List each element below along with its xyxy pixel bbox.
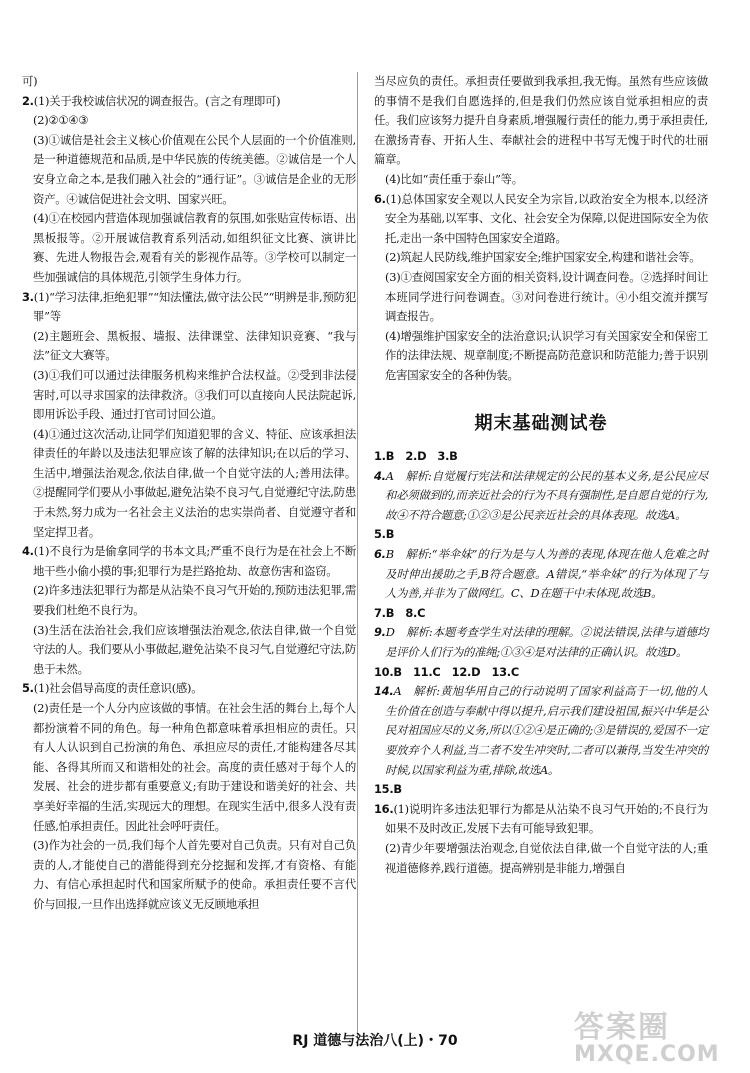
item-text: D 解析:本题考查学生对法律的理解。②说法错误,法律与道德均是评价人们行为的准绳;①③④是对法律的正确认识。故选D。: [385, 625, 708, 660]
item-text: (1)说明许多违法犯罪行为都是从沾染不良习气开始的;不良行为如果不及时改正,发展下去有可能导致犯罪。: [385, 801, 708, 836]
answer-paragraph: (2)许多违法犯罪行为都是从沾染不良习气开始的,预防违法犯罪,需要我们杜绝不良行为。: [33, 583, 356, 618]
answer-paragraph: (4)①通过这次活动,让同学们知道犯罪的含义、特征、应该承担法律责任的年龄以及违法犯罪应该了解的法律知识;在以后的学习、生活中,增强法治观念,依法自律,做一个自觉守法的人;善用法律。②提醒同学们要从小事做起,避免沾染不良习气,自觉遵纪守法,防患于未然,努力成为一名社会主义法治的忠实崇尚者、自觉遵守者和坚定捍卫者。: [33, 426, 356, 539]
page-footer: RJ 道德与法治八(上)・70: [292, 1033, 458, 1049]
item-number: 4.: [22, 544, 34, 559]
exam-answers: [374, 447, 708, 878]
item-text: A 解析:自觉履行宪法和法律规定的公民的基本义务,是公民应尽和必须做到的,而亲近社会的行为不具有强制性,是自愿自觉的行为,故④不符合题意;①②③是公民亲近社会的具体表现。故选A。: [385, 468, 708, 522]
column-divider: [357, 72, 358, 1038]
answer-paragraph: 当尽应负的责任。承担责任要做到我承担,我无悔。虽然有些应该做的事情不是我们自愿选择的,但是我们仍然应该自觉承担相应的责任。我们应该努力提升自身素质,增强履行责任的能力,勇于承担责任,在激扬青春、开拓人生、奉献社会的进程中书写无愧于时代的壮丽篇章。: [374, 74, 708, 167]
item-number: 6.: [374, 547, 386, 562]
answer-item: [374, 800, 708, 839]
answer-paragraph: (2)责任是一个人分内应该做的事情。在社会生活的舞台上,每个人都扮演着不同的角色。每一种角色都意味着承担相应的责任。只有人人认识到自己扮演的角色、承担应尽的责任,才能构建各尽其能、各得其所而又和谐相处的社会。高度的责任感对于每个人的发展、社会的进步都有重要意义;有助于建设和谐美好的社会、共享美好幸福的生活,实现远大的理想。在现实生活中,很多人没有责任感,怕承担责任。因此社会呼吁责任。: [33, 701, 356, 833]
answer-item: [22, 288, 356, 327]
answer-item: [22, 92, 356, 112]
answer-paragraph: (2)②①④③: [33, 113, 89, 128]
answer-paragraph: (4)①在校园内营造体现加强诚信教育的氛围,如张贴宣传标语、出黑板报等。②开展诚信教育系列活动,如组织征文比赛、演讲比赛、先进人物报告会,观看有关的影视作品等。③学校可以制定一些加强诚信的具体规范,引领学生身体力行。: [33, 211, 356, 284]
item-text: (1)不良行为是偷拿同学的书本文具;严重不良行为是在社会上不断地干些小偷小摸的事;犯罪行为是拦路抢劫、故意伤害和盗窃。: [33, 544, 356, 578]
item-text: (1)关于我校诚信状况的调查报告。(言之有理即可): [33, 93, 281, 108]
answer-item: [22, 679, 356, 699]
item-number: 16.: [374, 801, 394, 816]
answer-paragraph: (4)比如“责任重于泰山”等。: [385, 171, 523, 186]
watermark-top: 答案圈: [574, 1010, 670, 1045]
answer-item: [374, 682, 708, 780]
answer-paragraph: (2)筑起人民防线,维护国家安全;维护国家安全,构建和谐社会等。: [385, 250, 701, 265]
item-text: (1)社会倡导高度的责任意识(感)。: [33, 681, 203, 696]
item-text: A 解析:黄旭华用自己的行动说明了国家利益高于一切,他的人生价值在创造与奉献中得以提升,启示我们建设祖国,振兴中华是公民对祖国应尽的义务,所以①②④是正确的;③是错误的,爱国不一定要放弃个人利益,当二者不发生冲突时,二者可以兼得,当发生冲突的时候,以国家利益为重,排除,故选A。: [385, 684, 708, 777]
item-text: (1)总体国家安全观以人民安全为宗旨,以政治安全为根本,以经济安全为基础,以军事、文化、社会安全为保障,以促进国际安全为依托,走出一条中国特色国家安全道路。: [385, 191, 708, 245]
answer-line: 10.B 11.C 12.D 13.C: [374, 664, 519, 679]
item-number: 3.: [22, 289, 34, 304]
answer-item: [374, 545, 708, 604]
answer-paragraph: (3)①查阅国家安全方面的相关资料,设计调查问卷。②选择时间让本班同学进行问卷调查。③对问卷进行统计。④小组交流并撰写调查报告。: [385, 269, 708, 324]
answer-paragraph: (3)作为社会的一员,我们每个人首先要对自己负责。只有对自己负责的人,才能使自己的潜能得到充分挖掘和发挥,才有资格、有能力、有信心承担起时代和国家所赋予的使命。承担责任要不言代价与回报,一旦作出选择就应该义无反顾地承担: [33, 838, 356, 911]
answer-paragraph: (3)生活在法治社会,我们应该增强法治观念,依法自律,做一个自觉守法的人。我们要从小事做起,避免沾染不良习气,自觉遵纪守法,防患于未然。: [33, 622, 356, 676]
item-number: 14.: [374, 684, 394, 699]
item-number: 2.: [22, 93, 34, 108]
right-column: [374, 72, 708, 878]
answer-paragraph: (2)青少年要增强法治观念,自觉依法自律,做一个自觉守法的人;重视道德修养,践行道德。提高辨别是非能力,增强自: [385, 840, 708, 875]
answer-item: [374, 467, 708, 526]
item-text: B 解析:“举伞妹”的行为是与人为善的表现,体现在他人危难之时及时伸出援助之手,B符合题意。A错误,“举伞妹”的行为体现了与人为善,并非为了做网红。C、D在题干中未体现,故选B。: [385, 547, 708, 601]
item-text: (1)“学习法律,拒绝犯罪”“知法懂法,做守法公民”“明辨是非,预防犯罪”等: [33, 289, 356, 324]
answer-item: [374, 190, 708, 249]
answer-paragraph: (3)①我们可以通过法律服务机构来维护合法权益。②受到非法侵害时,可以寻求国家的法律救济。③我们可以直接向人民法院起诉,即用诉讼手段、通过打官司讨回公道。: [33, 367, 356, 422]
item-number: 6.: [374, 191, 386, 206]
answer-paragraph: (4)增强维护国家安全的法治意识;认识学习有关国家安全和保密工作的法律法规、规章制度;不断提高防范意识和防范能力;善于识别危害国家安全的各种伪装。: [385, 328, 708, 382]
answer-item: [374, 623, 708, 662]
answer-line: 5.B: [374, 527, 395, 542]
answer-line: 1.B 2.D 3.B: [374, 449, 458, 464]
answer-paragraph: (3)①诚信是社会主义核心价值观在公民个人层面的一个价值准则,是一种道德规范和品质,是中华民族的传统美德。②诚信是一个人安身立命之本,是我们融入社会的“通行证”。③诚信是企业的无形资产。④诚信促进社会文明、国家兴旺。: [33, 132, 356, 206]
answer-item: [22, 542, 356, 581]
answer-line: 7.B 8.C: [374, 605, 426, 620]
item-number: 5.: [22, 681, 34, 696]
watermark-logo: [574, 1012, 734, 1068]
watermark-bottom: MXQE.COM: [574, 1042, 720, 1067]
section-title: 期末基础测试卷: [474, 412, 608, 434]
answer-paragraph: 可): [22, 74, 38, 88]
right-top-answers: [374, 72, 708, 386]
item-number: 9.: [374, 625, 386, 640]
item-number: 4.: [374, 468, 386, 483]
answer-line: 15.B: [374, 782, 402, 797]
answer-paragraph: (2)主题班会、黑板报、墙报、法律课堂、法律知识竞赛、“我与法”征文大赛等。: [33, 328, 356, 363]
left-column: [22, 72, 356, 915]
